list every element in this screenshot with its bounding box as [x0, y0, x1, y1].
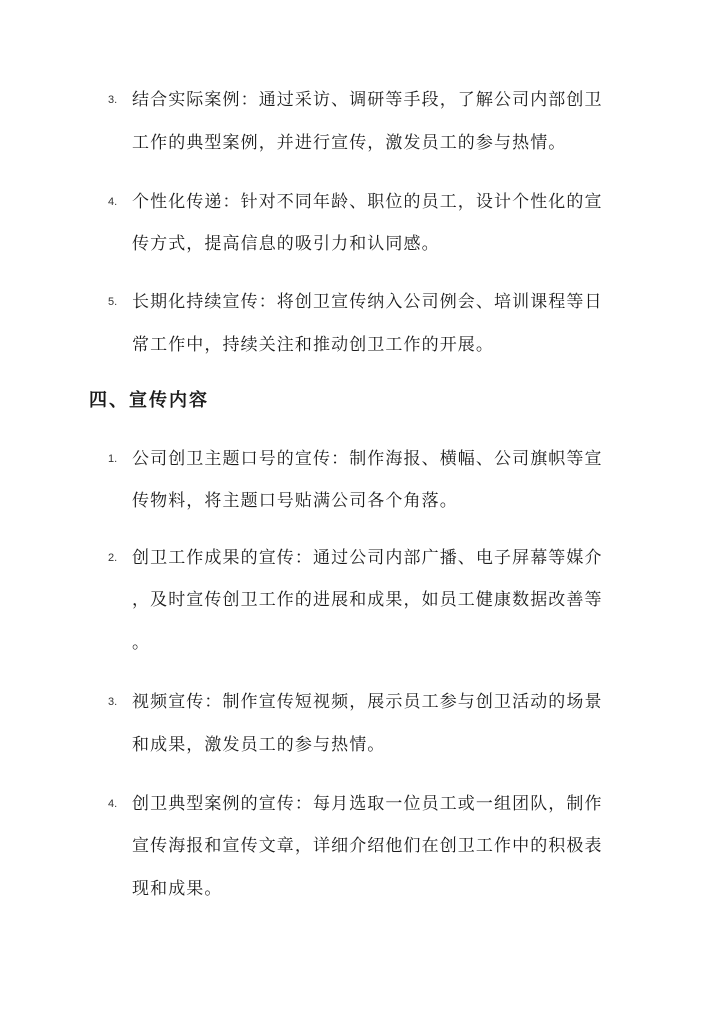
list-item-text-line: 公司创卫主题口号的宣传：制作海报、横幅、公司旗帜等宣	[132, 449, 603, 469]
list-item-text-line: 现和成果。	[132, 879, 223, 899]
section-heading: 四、宣传内容	[89, 390, 209, 411]
list-item-text-line: 视频宣传：制作宣传短视频，展示员工参与创卫活动的场景	[132, 692, 603, 712]
list-number: 3.	[108, 94, 118, 106]
list-item-text-line: 。	[132, 633, 151, 653]
list-item-text-line: 结合实际案例：通过采访、调研等手段，了解公司内部创卫	[132, 90, 603, 110]
list-item-text-line: 和成果，激发员工的参与热情。	[132, 735, 386, 755]
list-number: 2.	[108, 552, 118, 564]
list-item-text-line: 创卫工作成果的宣传：通过公司内部广播、电子屏幕等媒介	[132, 548, 603, 568]
list-number: 4.	[108, 798, 118, 810]
list-number: 5.	[108, 296, 118, 308]
list-item-text-line: 工作的典型案例，并进行宣传，激发员工的参与热情。	[132, 133, 567, 153]
list-item-text-line: 长期化持续宣传：将创卫宣传纳入公司例会、培训课程等日	[132, 292, 603, 312]
list-item-text-line: 个性化传递：针对不同年龄、职位的员工，设计个性化的宣	[132, 192, 603, 212]
list-item-text-line: 创卫典型案例的宣传：每月选取一位员工或一组团队，制作	[132, 794, 603, 814]
list-number: 1.	[108, 453, 118, 465]
list-number: 3.	[108, 696, 118, 708]
list-number: 4.	[108, 196, 118, 208]
list-item-text-line: 宣传海报和宣传文章，详细介绍他们在创卫工作中的积极表	[132, 836, 603, 856]
list-item-text-line: ，及时宣传创卫工作的进展和成果，如员工健康数据改善等	[132, 590, 603, 610]
list-item-text-line: 传物料，将主题口号贴满公司各个角落。	[132, 491, 458, 511]
list-item-text-line: 常工作中，持续关注和推动创卫工作的开展。	[132, 335, 494, 355]
list-item-text-line: 传方式，提高信息的吸引力和认同感。	[132, 234, 440, 254]
